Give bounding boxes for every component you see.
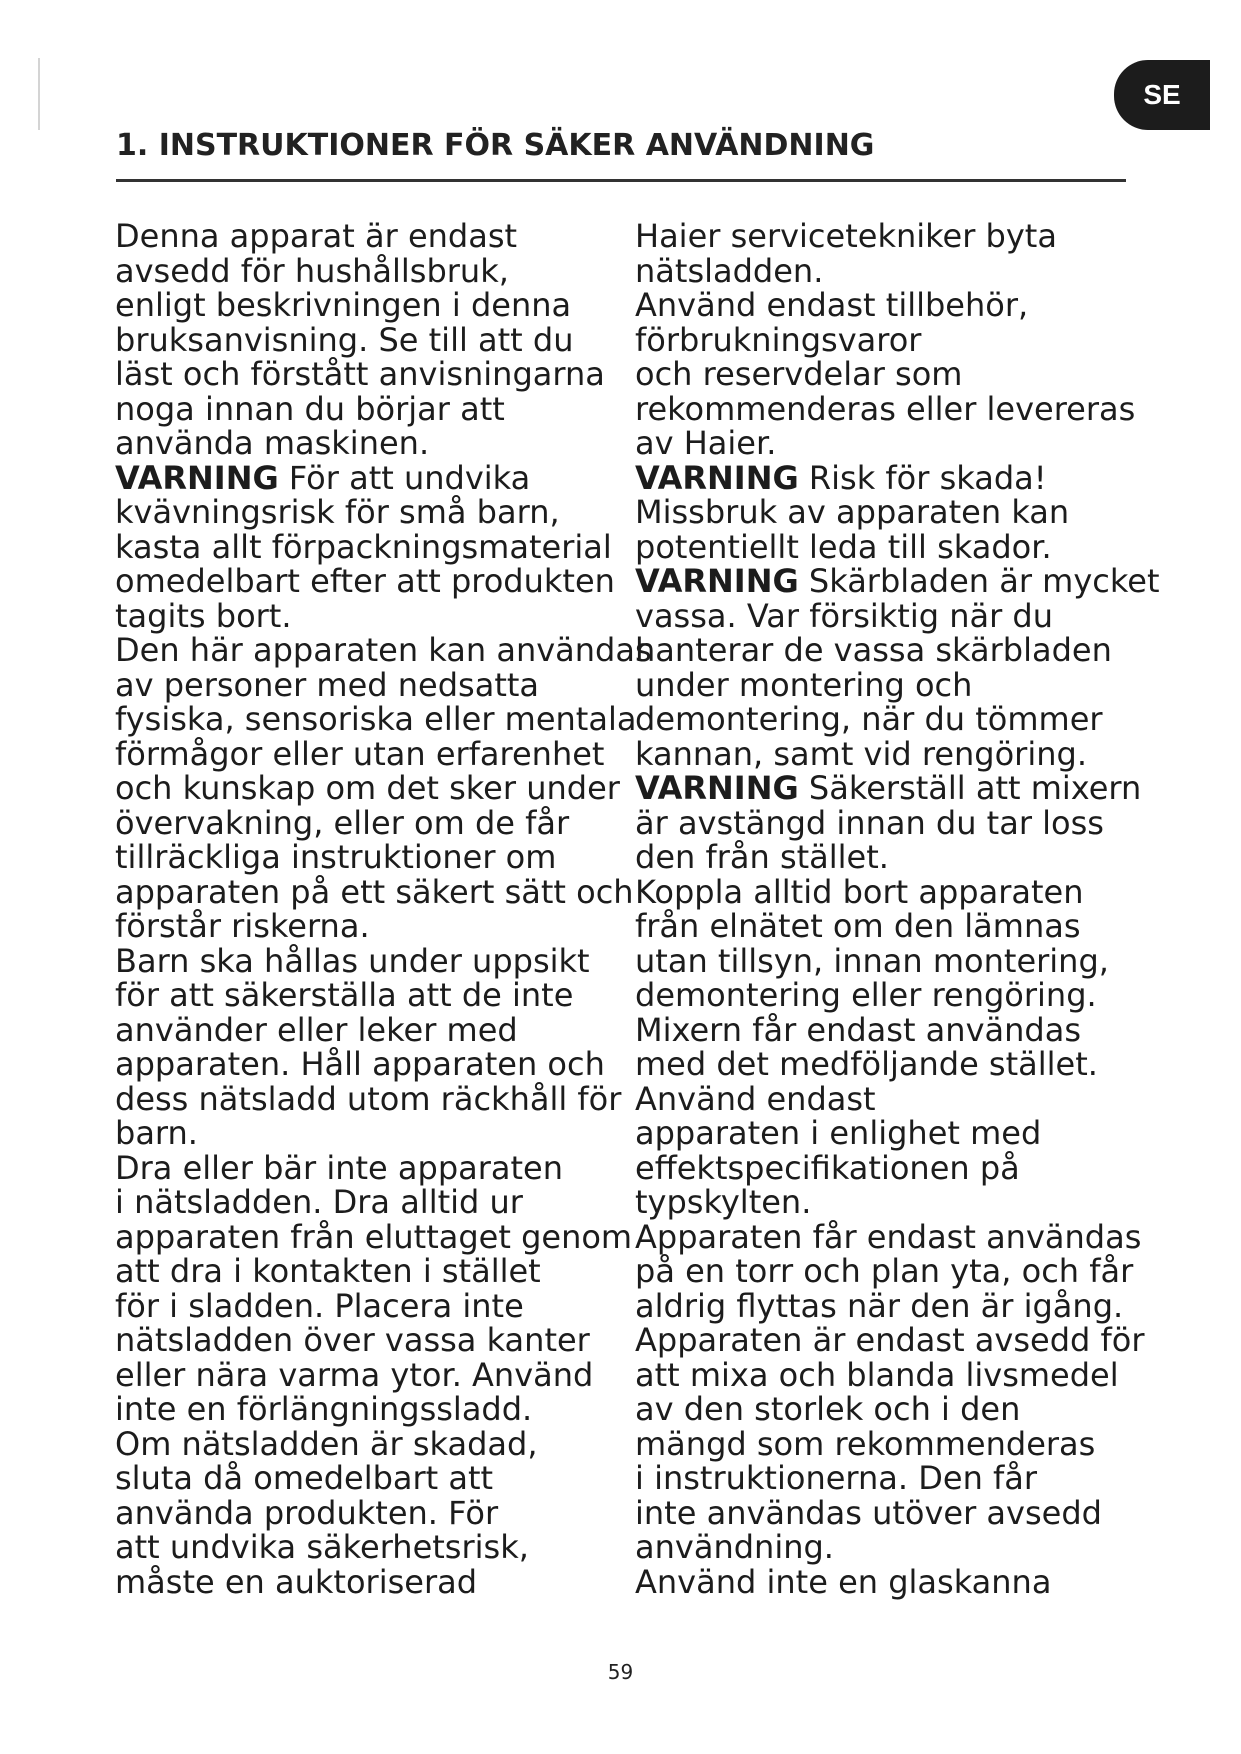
text-line xyxy=(115,734,625,773)
text-line xyxy=(635,771,1145,806)
text-line xyxy=(635,978,1145,1013)
line-text: av personer med nedsatta xyxy=(115,665,540,704)
line-text: Använd inte en glaskanna xyxy=(635,1562,1052,1601)
line-text: under montering och xyxy=(635,665,973,704)
text-line xyxy=(115,941,625,980)
text-line xyxy=(115,426,625,461)
line-text: kasta allt förpackningsmaterial xyxy=(115,527,612,566)
line-text: från elnätet om den lämnas xyxy=(635,907,1081,945)
line-text: Använd endast tillbehör, xyxy=(635,286,1029,324)
line-text: fysiska, sensoriska eller mentala xyxy=(115,700,637,738)
line-text: inte en förlängningssladd. xyxy=(115,1390,533,1428)
line-text: Använd endast xyxy=(635,1079,876,1118)
text-line xyxy=(635,357,1145,392)
text-line xyxy=(115,1530,625,1565)
text-line xyxy=(635,872,1145,911)
line-text: Om nätsladden är skadad, xyxy=(115,1424,538,1463)
line-text: vassa. Var försiktig när du xyxy=(635,596,1054,635)
text-line xyxy=(115,596,625,635)
line-text: apparaten på ett säkert sätt och xyxy=(115,872,634,911)
line-text: Säkerställ att mixern xyxy=(798,769,1142,807)
text-line xyxy=(635,1116,1145,1151)
text-line xyxy=(635,1530,1145,1565)
line-text: i instruktionerna. Den får xyxy=(635,1459,1038,1497)
text-line xyxy=(115,631,652,669)
line-text: demontering, när du tömmer xyxy=(635,700,1103,738)
text-line xyxy=(115,564,625,599)
text-line xyxy=(635,288,1145,323)
line-text: omedelbart efter att produkten xyxy=(115,562,615,600)
line-text: dess nätsladd utom räckhåll för xyxy=(115,1079,622,1118)
text-line xyxy=(115,700,637,738)
text-line xyxy=(115,1493,625,1532)
line-text: att mixa och blanda livsmedel xyxy=(635,1355,1119,1394)
text-line xyxy=(115,1217,633,1256)
text-line xyxy=(115,1185,625,1220)
text-line xyxy=(115,495,625,530)
line-text: använda produkten. För xyxy=(115,1493,499,1532)
line-text: av den storlek och i den xyxy=(635,1390,1021,1428)
line-text: Missbruk av apparaten kan xyxy=(635,493,1070,531)
text-line xyxy=(635,909,1145,944)
text-line xyxy=(115,1079,625,1118)
line-text: den från stället. xyxy=(635,838,889,876)
line-text: kvävningsrisk för små barn, xyxy=(115,493,560,531)
line-text: användning. xyxy=(635,1528,834,1566)
line-text: tagits bort. xyxy=(115,596,292,635)
line-text: i nätsladden. Dra alltid ur xyxy=(115,1183,523,1221)
text-line xyxy=(115,1392,625,1427)
line-text: apparaten från eluttaget genom xyxy=(115,1217,633,1256)
text-line xyxy=(115,1116,625,1151)
line-text: tillräckliga instruktioner om xyxy=(115,838,557,876)
language-tab: SE xyxy=(1114,60,1210,130)
text-line xyxy=(635,633,1145,668)
text-line xyxy=(115,665,625,704)
line-text: Barn ska hållas under uppsikt xyxy=(115,941,590,980)
line-text: noga innan du börjar att xyxy=(115,389,505,428)
line-text: för i sladden. Placera inte xyxy=(115,1286,524,1325)
text-line xyxy=(115,357,625,392)
text-line xyxy=(635,219,1145,254)
text-line xyxy=(635,458,1145,497)
warning-label: VARNING xyxy=(635,562,799,600)
text-line xyxy=(635,734,1145,773)
text-line xyxy=(115,320,625,359)
text-line xyxy=(635,702,1145,737)
line-text: barn. xyxy=(115,1114,198,1152)
text-line xyxy=(115,288,625,323)
margin-bar xyxy=(38,58,40,130)
text-line xyxy=(635,1010,1145,1049)
text-line xyxy=(115,219,625,254)
line-text: på en torr och plan yta, och får xyxy=(635,1252,1134,1290)
text-line xyxy=(115,1286,625,1325)
line-text: är avstängd innan du tar loss xyxy=(635,803,1104,842)
text-line xyxy=(635,665,1145,704)
text-line xyxy=(115,909,625,944)
line-text: Den här apparaten kan användas xyxy=(115,631,652,669)
line-text: Apparaten får endast användas xyxy=(635,1217,1142,1256)
line-text: mängd som rekommenderas xyxy=(635,1424,1096,1463)
line-text: och reservdelar som xyxy=(635,355,963,393)
line-text: apparaten. Håll apparaten och xyxy=(115,1045,605,1083)
line-text: effektspecifikationen på xyxy=(635,1148,1020,1187)
text-line xyxy=(115,251,625,290)
text-line xyxy=(635,1047,1145,1082)
line-text: Denna apparat är endast xyxy=(115,217,518,255)
text-line xyxy=(635,389,1145,428)
text-line xyxy=(115,1562,625,1601)
text-line xyxy=(635,941,1145,980)
section-title: 1. INSTRUKTIONER FÖR SÄKER ANVÄNDNING xyxy=(116,128,875,163)
line-text: eller nära varma ytor. Använd xyxy=(115,1355,594,1394)
text-line xyxy=(635,1148,1145,1187)
line-text: Risk för skada! xyxy=(798,458,1047,497)
line-text: använder eller leker med xyxy=(115,1010,518,1049)
text-line xyxy=(635,1323,1145,1358)
text-line xyxy=(115,1254,625,1289)
line-text: aldrig flyttas när den är igång. xyxy=(635,1286,1124,1325)
line-text: apparaten i enlighet med xyxy=(635,1114,1042,1152)
text-line xyxy=(115,872,634,911)
line-text: för att säkerställa att de inte xyxy=(115,976,574,1014)
text-line xyxy=(115,840,625,875)
line-text: nätsladden över vassa kanter xyxy=(115,1321,590,1359)
line-text: typskylten. xyxy=(635,1183,812,1221)
line-text: förmågor eller utan erfarenhet xyxy=(115,734,605,773)
text-line xyxy=(115,1355,625,1394)
warning-label: VARNING xyxy=(635,769,799,807)
text-line xyxy=(115,1148,625,1187)
line-text: rekommenderas eller levereras xyxy=(635,389,1136,428)
text-line xyxy=(115,771,625,806)
text-line xyxy=(635,1392,1145,1427)
text-line xyxy=(635,1254,1145,1289)
text-line xyxy=(635,495,1145,530)
line-text: Koppla alltid bort apparaten xyxy=(635,872,1084,911)
title-divider xyxy=(116,179,1126,182)
text-line xyxy=(115,1010,625,1049)
line-text: nätsladden. xyxy=(635,251,824,290)
line-text: förbrukningsvaror xyxy=(635,320,922,359)
text-line xyxy=(115,389,625,428)
text-line xyxy=(635,1562,1145,1601)
line-text: potentiellt leda till skador. xyxy=(635,527,1052,566)
warning-label: VARNING xyxy=(115,458,279,497)
line-text: med det medföljande stället. xyxy=(635,1045,1098,1083)
line-text: avsedd för hushållsbruk, xyxy=(115,251,509,290)
text-line xyxy=(115,527,625,566)
text-line xyxy=(115,1323,625,1358)
text-line xyxy=(635,1185,1145,1220)
page-number: 59 xyxy=(607,1660,634,1684)
line-text: hanterar de vassa skärbladen xyxy=(635,631,1112,669)
line-text: utan tillsyn, innan montering, xyxy=(635,941,1109,980)
line-text: läst och förstått anvisningarna xyxy=(115,355,605,393)
text-line xyxy=(635,562,1160,600)
line-text: demontering eller rengöring. xyxy=(635,976,1097,1014)
line-text: och kunskap om det sker under xyxy=(115,769,620,807)
line-text: måste en auktoriserad xyxy=(115,1562,478,1601)
text-column-left xyxy=(115,217,652,1601)
text-line xyxy=(635,1424,1145,1463)
line-text: övervakning, eller om de får xyxy=(115,803,570,842)
text-line xyxy=(635,803,1145,842)
line-text: att undvika säkerhetsrisk, xyxy=(115,1528,529,1566)
text-line xyxy=(115,803,625,842)
line-text: Apparaten är endast avsedd för xyxy=(635,1321,1145,1359)
line-text: inte användas utöver avsedd xyxy=(635,1493,1102,1532)
line-text: sluta då omedelbart att xyxy=(115,1459,494,1497)
line-text: kannan, samt vid rengöring. xyxy=(635,734,1087,773)
text-line xyxy=(635,527,1145,566)
text-line xyxy=(635,1286,1145,1325)
line-text: För att undvika xyxy=(278,458,531,497)
line-text: bruksanvisning. Se till att du xyxy=(115,320,574,359)
text-line xyxy=(635,251,1145,290)
line-text: förstår riskerna. xyxy=(115,907,370,945)
line-text: enligt beskrivningen i denna xyxy=(115,286,572,324)
text-line xyxy=(115,1424,625,1463)
text-line xyxy=(635,840,1145,875)
text-line xyxy=(115,1047,625,1082)
text-line xyxy=(635,596,1145,635)
text-line xyxy=(635,1079,1145,1118)
line-text: Dra eller bär inte apparaten xyxy=(115,1148,564,1187)
warning-label: VARNING xyxy=(635,458,799,497)
text-line xyxy=(115,458,625,497)
text-line xyxy=(635,426,1145,461)
text-line xyxy=(635,1493,1145,1532)
text-line xyxy=(115,1461,625,1496)
line-text: av Haier. xyxy=(635,424,777,462)
text-line xyxy=(635,1355,1145,1394)
text-column-right xyxy=(635,217,1160,1601)
line-text: Haier servicetekniker byta xyxy=(635,217,1057,255)
line-text: att dra i kontakten i stället xyxy=(115,1252,541,1290)
text-line xyxy=(635,1217,1145,1256)
text-line xyxy=(115,978,625,1013)
line-text: Mixern får endast användas xyxy=(635,1010,1081,1049)
text-line xyxy=(635,320,1145,359)
line-text: använda maskinen. xyxy=(115,424,430,462)
line-text: Skärbladen är mycket xyxy=(798,562,1160,600)
text-line xyxy=(635,1461,1145,1496)
